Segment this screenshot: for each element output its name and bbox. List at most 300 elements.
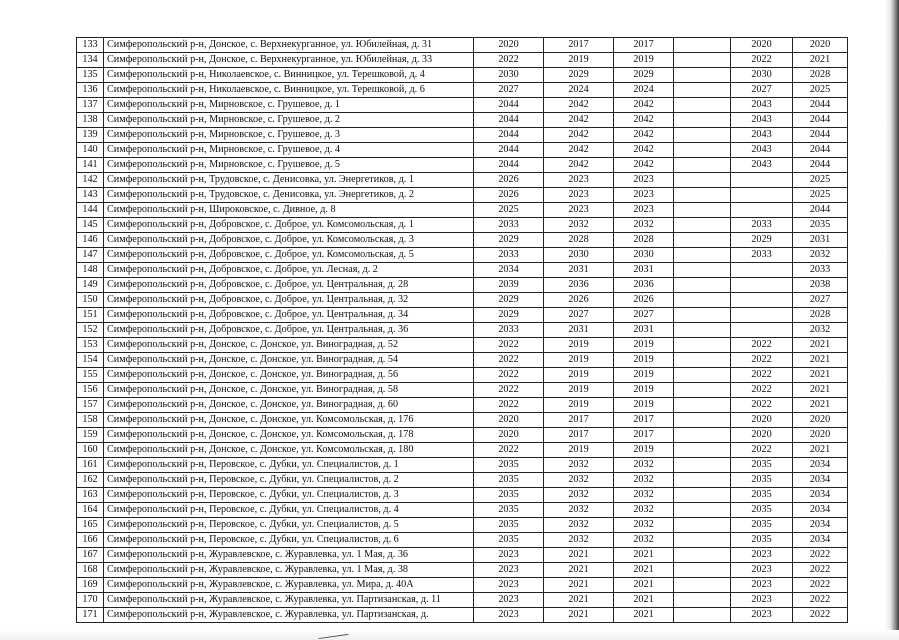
year-col-4-cell bbox=[674, 488, 731, 503]
year-col-2-cell: 2027 bbox=[544, 308, 614, 323]
year-col-6-cell: 2034 bbox=[793, 458, 848, 473]
scan-bottom-edge bbox=[0, 630, 899, 640]
year-col-3-cell: 2031 bbox=[614, 263, 674, 278]
table-row bbox=[77, 533, 848, 548]
year-col-3-cell: 2023 bbox=[614, 173, 674, 188]
row-number-cell: 162 bbox=[77, 473, 104, 488]
address-cell: Симферопольский р-н, Донское, с. Донское, ул. Комсомольская, д. 180 bbox=[104, 443, 474, 458]
address-cell: Симферопольский р-н, Журавлевское, с. Журавлевка, ул. 1 Мая, д. 38 bbox=[104, 563, 474, 578]
table-row bbox=[77, 458, 848, 473]
year-col-3-cell: 2023 bbox=[614, 188, 674, 203]
table-row bbox=[77, 518, 848, 533]
year-col-5-cell: 2022 bbox=[731, 353, 793, 368]
table-row bbox=[77, 218, 848, 233]
year-col-2-cell: 2042 bbox=[544, 98, 614, 113]
address-cell: Симферопольский р-н, Добровское, с. Доброе, ул. Центральная, д. 34 bbox=[104, 308, 474, 323]
year-col-2-cell: 2017 bbox=[544, 428, 614, 443]
year-col-3-cell: 2026 bbox=[614, 293, 674, 308]
year-col-2-cell: 2019 bbox=[544, 443, 614, 458]
table-row bbox=[77, 383, 848, 398]
year-col-1-cell: 2044 bbox=[474, 113, 544, 128]
year-col-2-cell: 2023 bbox=[544, 173, 614, 188]
address-cell: Симферопольский р-н, Перовское, с. Дубки, ул. Специалистов, д. 2 bbox=[104, 473, 474, 488]
year-col-1-cell: 2022 bbox=[474, 368, 544, 383]
year-col-6-cell: 2027 bbox=[793, 293, 848, 308]
year-col-5-cell: 2023 bbox=[731, 578, 793, 593]
year-col-2-cell: 2019 bbox=[544, 398, 614, 413]
year-col-6-cell: 2022 bbox=[793, 548, 848, 563]
schedule-table bbox=[76, 37, 848, 623]
year-col-5-cell: 2035 bbox=[731, 503, 793, 518]
address-cell: Симферопольский р-н, Журавлевское, с. Журавлевка, ул. Партизанская, д. bbox=[104, 608, 474, 623]
year-col-4-cell bbox=[674, 188, 731, 203]
row-number-cell: 137 bbox=[77, 98, 104, 113]
year-col-6-cell: 2021 bbox=[793, 443, 848, 458]
year-col-1-cell: 2023 bbox=[474, 548, 544, 563]
year-col-2-cell: 2021 bbox=[544, 593, 614, 608]
table-row bbox=[77, 428, 848, 443]
year-col-3-cell: 2019 bbox=[614, 353, 674, 368]
table-row bbox=[77, 158, 848, 173]
year-col-1-cell: 2023 bbox=[474, 578, 544, 593]
address-cell: Симферопольский р-н, Перовское, с. Дубки, ул. Специалистов, д. 1 bbox=[104, 458, 474, 473]
year-col-5-cell: 2035 bbox=[731, 488, 793, 503]
year-col-1-cell: 2023 bbox=[474, 593, 544, 608]
year-col-4-cell bbox=[674, 218, 731, 233]
year-col-5-cell: 2023 bbox=[731, 593, 793, 608]
year-col-1-cell: 2029 bbox=[474, 308, 544, 323]
year-col-4-cell bbox=[674, 503, 731, 518]
table-row bbox=[77, 263, 848, 278]
year-col-2-cell: 2032 bbox=[544, 218, 614, 233]
year-col-5-cell: 2023 bbox=[731, 563, 793, 578]
row-number-cell: 149 bbox=[77, 278, 104, 293]
year-col-4-cell bbox=[674, 173, 731, 188]
row-number-cell: 145 bbox=[77, 218, 104, 233]
year-col-2-cell: 2019 bbox=[544, 338, 614, 353]
year-col-4-cell bbox=[674, 128, 731, 143]
address-cell: Симферопольский р-н, Мирновское, с. Грушевое, д. 4 bbox=[104, 143, 474, 158]
year-col-3-cell: 2042 bbox=[614, 143, 674, 158]
year-col-4-cell bbox=[674, 68, 731, 83]
year-col-6-cell: 2044 bbox=[793, 113, 848, 128]
row-number-cell: 152 bbox=[77, 323, 104, 338]
year-col-6-cell: 2034 bbox=[793, 533, 848, 548]
year-col-5-cell bbox=[731, 203, 793, 218]
year-col-6-cell: 2038 bbox=[793, 278, 848, 293]
year-col-5-cell: 2020 bbox=[731, 413, 793, 428]
table-row bbox=[77, 608, 848, 623]
year-col-3-cell: 2042 bbox=[614, 158, 674, 173]
year-col-4-cell bbox=[674, 533, 731, 548]
year-col-4-cell bbox=[674, 308, 731, 323]
year-col-6-cell: 2022 bbox=[793, 578, 848, 593]
table-row bbox=[77, 113, 848, 128]
year-col-1-cell: 2026 bbox=[474, 173, 544, 188]
address-cell: Симферопольский р-н, Донское, с. Донское, ул. Виноградная, д. 54 bbox=[104, 353, 474, 368]
year-col-3-cell: 2023 bbox=[614, 203, 674, 218]
row-number-cell: 134 bbox=[77, 53, 104, 68]
row-number-cell: 144 bbox=[77, 203, 104, 218]
row-number-cell: 167 bbox=[77, 548, 104, 563]
year-col-5-cell: 2033 bbox=[731, 248, 793, 263]
year-col-4-cell bbox=[674, 248, 731, 263]
row-number-cell: 139 bbox=[77, 128, 104, 143]
year-col-3-cell: 2030 bbox=[614, 248, 674, 263]
year-col-1-cell: 2029 bbox=[474, 293, 544, 308]
year-col-4-cell bbox=[674, 278, 731, 293]
year-col-5-cell: 2022 bbox=[731, 398, 793, 413]
year-col-4-cell bbox=[674, 158, 731, 173]
year-col-6-cell: 2044 bbox=[793, 128, 848, 143]
year-col-5-cell: 2023 bbox=[731, 608, 793, 623]
year-col-3-cell: 2019 bbox=[614, 398, 674, 413]
row-number-cell: 153 bbox=[77, 338, 104, 353]
year-col-5-cell: 2029 bbox=[731, 233, 793, 248]
year-col-5-cell: 2043 bbox=[731, 158, 793, 173]
year-col-5-cell: 2033 bbox=[731, 218, 793, 233]
table-row bbox=[77, 488, 848, 503]
table-row bbox=[77, 443, 848, 458]
address-cell: Симферопольский р-н, Добровское, с. Доброе, ул. Комсомольская, д. 1 bbox=[104, 218, 474, 233]
year-col-5-cell bbox=[731, 188, 793, 203]
year-col-3-cell: 2019 bbox=[614, 338, 674, 353]
year-col-4-cell bbox=[674, 38, 731, 53]
row-number-cell: 157 bbox=[77, 398, 104, 413]
table-row bbox=[77, 398, 848, 413]
year-col-1-cell: 2022 bbox=[474, 353, 544, 368]
table-row bbox=[77, 503, 848, 518]
year-col-4-cell bbox=[674, 398, 731, 413]
table-row bbox=[77, 173, 848, 188]
table-row bbox=[77, 233, 848, 248]
year-col-4-cell bbox=[674, 323, 731, 338]
row-number-cell: 135 bbox=[77, 68, 104, 83]
year-col-4-cell bbox=[674, 143, 731, 158]
year-col-4-cell bbox=[674, 443, 731, 458]
year-col-1-cell: 2035 bbox=[474, 518, 544, 533]
year-col-6-cell: 2044 bbox=[793, 98, 848, 113]
year-col-6-cell: 2025 bbox=[793, 188, 848, 203]
address-cell: Симферопольский р-н, Донское, с. Донское, ул. Виноградная, д. 52 bbox=[104, 338, 474, 353]
year-col-6-cell: 2025 bbox=[793, 83, 848, 98]
table-row bbox=[77, 248, 848, 263]
row-number-cell: 142 bbox=[77, 173, 104, 188]
year-col-4-cell bbox=[674, 203, 731, 218]
year-col-5-cell: 2022 bbox=[731, 338, 793, 353]
table-row bbox=[77, 293, 848, 308]
year-col-1-cell: 2025 bbox=[474, 203, 544, 218]
year-col-5-cell: 2022 bbox=[731, 368, 793, 383]
year-col-2-cell: 2042 bbox=[544, 158, 614, 173]
table-row bbox=[77, 68, 848, 83]
address-cell: Симферопольский р-н, Мирновское, с. Грушевое, д. 2 bbox=[104, 113, 474, 128]
year-col-5-cell: 2020 bbox=[731, 428, 793, 443]
row-number-cell: 163 bbox=[77, 488, 104, 503]
address-cell: Симферопольский р-н, Донское, с. Донское, ул. Виноградная, д. 58 bbox=[104, 383, 474, 398]
year-col-2-cell: 2029 bbox=[544, 68, 614, 83]
year-col-6-cell: 2032 bbox=[793, 248, 848, 263]
year-col-3-cell: 2028 bbox=[614, 233, 674, 248]
table-row bbox=[77, 593, 848, 608]
address-cell: Симферопольский р-н, Донское, с. Верхнекурганное, ул. Юбилейная, д. 31 bbox=[104, 38, 474, 53]
year-col-3-cell: 2029 bbox=[614, 68, 674, 83]
year-col-3-cell: 2017 bbox=[614, 413, 674, 428]
year-col-6-cell: 2022 bbox=[793, 608, 848, 623]
table-row bbox=[77, 53, 848, 68]
year-col-6-cell: 2021 bbox=[793, 353, 848, 368]
table-row bbox=[77, 368, 848, 383]
address-cell: Симферопольский р-н, Николаевское, с. Винницкое, ул. Терешковой, д. 4 bbox=[104, 68, 474, 83]
address-cell: Симферопольский р-н, Перовское, с. Дубки, ул. Специалистов, д. 4 bbox=[104, 503, 474, 518]
address-cell: Симферопольский р-н, Добровское, с. Доброе, ул. Комсомольская, д. 3 bbox=[104, 233, 474, 248]
year-col-5-cell: 2030 bbox=[731, 68, 793, 83]
year-col-5-cell: 2043 bbox=[731, 98, 793, 113]
year-col-3-cell: 2017 bbox=[614, 38, 674, 53]
year-col-4-cell bbox=[674, 113, 731, 128]
year-col-5-cell: 2027 bbox=[731, 83, 793, 98]
table-row bbox=[77, 38, 848, 53]
year-col-5-cell: 2043 bbox=[731, 113, 793, 128]
year-col-5-cell: 2035 bbox=[731, 518, 793, 533]
year-col-4-cell bbox=[674, 428, 731, 443]
address-cell: Симферопольский р-н, Николаевское, с. Винницкое, ул. Терешковой, д. 6 bbox=[104, 83, 474, 98]
year-col-3-cell: 2042 bbox=[614, 128, 674, 143]
year-col-2-cell: 2032 bbox=[544, 533, 614, 548]
year-col-1-cell: 2020 bbox=[474, 413, 544, 428]
year-col-2-cell: 2031 bbox=[544, 323, 614, 338]
year-col-2-cell: 2042 bbox=[544, 143, 614, 158]
year-col-2-cell: 2031 bbox=[544, 263, 614, 278]
address-cell: Симферопольский р-н, Мирновское, с. Грушевое, д. 3 bbox=[104, 128, 474, 143]
year-col-1-cell: 2035 bbox=[474, 473, 544, 488]
year-col-3-cell: 2021 bbox=[614, 548, 674, 563]
year-col-2-cell: 2021 bbox=[544, 578, 614, 593]
row-number-cell: 147 bbox=[77, 248, 104, 263]
year-col-4-cell bbox=[674, 518, 731, 533]
address-cell: Симферопольский р-н, Донское, с. Донское, ул. Виноградная, д. 56 bbox=[104, 368, 474, 383]
year-col-6-cell: 2033 bbox=[793, 263, 848, 278]
table-row bbox=[77, 338, 848, 353]
year-col-6-cell: 2021 bbox=[793, 338, 848, 353]
year-col-3-cell: 2042 bbox=[614, 98, 674, 113]
address-cell: Симферопольский р-н, Трудовское, с. Денисовка, ул. Энергетиков, д. 1 bbox=[104, 173, 474, 188]
year-col-5-cell bbox=[731, 293, 793, 308]
year-col-4-cell bbox=[674, 593, 731, 608]
year-col-3-cell: 2036 bbox=[614, 278, 674, 293]
year-col-4-cell bbox=[674, 53, 731, 68]
year-col-2-cell: 2019 bbox=[544, 368, 614, 383]
table-row bbox=[77, 473, 848, 488]
table-row bbox=[77, 83, 848, 98]
year-col-4-cell bbox=[674, 293, 731, 308]
year-col-1-cell: 2022 bbox=[474, 398, 544, 413]
year-col-1-cell: 2034 bbox=[474, 263, 544, 278]
year-col-2-cell: 2019 bbox=[544, 383, 614, 398]
year-col-4-cell bbox=[674, 353, 731, 368]
row-number-cell: 159 bbox=[77, 428, 104, 443]
scan-page-edge bbox=[885, 0, 899, 640]
row-number-cell: 141 bbox=[77, 158, 104, 173]
year-col-3-cell: 2021 bbox=[614, 563, 674, 578]
year-col-6-cell: 2028 bbox=[793, 308, 848, 323]
address-cell: Симферопольский р-н, Добровское, с. Доброе, ул. Комсомольская, д. 5 bbox=[104, 248, 474, 263]
address-cell: Симферопольский р-н, Трудовское, с. Денисовка, ул. Энергетиков, д. 2 bbox=[104, 188, 474, 203]
address-cell: Симферопольский р-н, Перовское, с. Дубки, ул. Специалистов, д. 3 bbox=[104, 488, 474, 503]
year-col-1-cell: 2020 bbox=[474, 38, 544, 53]
year-col-2-cell: 2023 bbox=[544, 188, 614, 203]
row-number-cell: 168 bbox=[77, 563, 104, 578]
year-col-5-cell bbox=[731, 173, 793, 188]
year-col-1-cell: 2044 bbox=[474, 143, 544, 158]
year-col-3-cell: 2021 bbox=[614, 578, 674, 593]
year-col-1-cell: 2022 bbox=[474, 383, 544, 398]
row-number-cell: 164 bbox=[77, 503, 104, 518]
year-col-5-cell: 2023 bbox=[731, 548, 793, 563]
year-col-6-cell: 2044 bbox=[793, 203, 848, 218]
year-col-4-cell bbox=[674, 578, 731, 593]
year-col-4-cell bbox=[674, 383, 731, 398]
year-col-3-cell: 2019 bbox=[614, 53, 674, 68]
year-col-5-cell: 2043 bbox=[731, 143, 793, 158]
year-col-1-cell: 2033 bbox=[474, 248, 544, 263]
year-col-1-cell: 2030 bbox=[474, 68, 544, 83]
address-cell: Симферопольский р-н, Мирновское, с. Грушевое, д. 5 bbox=[104, 158, 474, 173]
year-col-6-cell: 2044 bbox=[793, 158, 848, 173]
year-col-3-cell: 2021 bbox=[614, 593, 674, 608]
year-col-1-cell: 2023 bbox=[474, 563, 544, 578]
year-col-6-cell: 2022 bbox=[793, 563, 848, 578]
year-col-4-cell bbox=[674, 413, 731, 428]
row-number-cell: 151 bbox=[77, 308, 104, 323]
address-cell: Симферопольский р-н, Добровское, с. Доброе, ул. Центральная, д. 32 bbox=[104, 293, 474, 308]
table-row bbox=[77, 323, 848, 338]
address-cell: Симферопольский р-н, Перовское, с. Дубки, ул. Специалистов, д. 6 bbox=[104, 533, 474, 548]
year-col-3-cell: 2019 bbox=[614, 383, 674, 398]
year-col-2-cell: 2028 bbox=[544, 233, 614, 248]
year-col-1-cell: 2035 bbox=[474, 488, 544, 503]
year-col-4-cell bbox=[674, 608, 731, 623]
row-number-cell: 169 bbox=[77, 578, 104, 593]
year-col-5-cell: 2035 bbox=[731, 473, 793, 488]
year-col-2-cell: 2017 bbox=[544, 38, 614, 53]
year-col-2-cell: 2032 bbox=[544, 488, 614, 503]
table-row bbox=[77, 308, 848, 323]
year-col-6-cell: 2032 bbox=[793, 323, 848, 338]
year-col-5-cell: 2022 bbox=[731, 53, 793, 68]
year-col-2-cell: 2021 bbox=[544, 608, 614, 623]
address-cell: Симферопольский р-н, Широковское, с. Дивное, д. 8 bbox=[104, 203, 474, 218]
address-cell: Симферопольский р-н, Перовское, с. Дубки, ул. Специалистов, д. 5 bbox=[104, 518, 474, 533]
year-col-4-cell bbox=[674, 338, 731, 353]
year-col-5-cell: 2043 bbox=[731, 128, 793, 143]
row-number-cell: 158 bbox=[77, 413, 104, 428]
year-col-1-cell: 2033 bbox=[474, 323, 544, 338]
row-number-cell: 143 bbox=[77, 188, 104, 203]
row-number-cell: 165 bbox=[77, 518, 104, 533]
table-row bbox=[77, 278, 848, 293]
row-number-cell: 156 bbox=[77, 383, 104, 398]
year-col-4-cell bbox=[674, 98, 731, 113]
year-col-1-cell: 2044 bbox=[474, 98, 544, 113]
year-col-6-cell: 2044 bbox=[793, 143, 848, 158]
table-row bbox=[77, 563, 848, 578]
table-row bbox=[77, 548, 848, 563]
year-col-4-cell bbox=[674, 458, 731, 473]
year-col-1-cell: 2020 bbox=[474, 428, 544, 443]
year-col-6-cell: 2021 bbox=[793, 368, 848, 383]
year-col-2-cell: 2017 bbox=[544, 413, 614, 428]
row-number-cell: 133 bbox=[77, 38, 104, 53]
year-col-1-cell: 2044 bbox=[474, 158, 544, 173]
year-col-3-cell: 2032 bbox=[614, 518, 674, 533]
year-col-2-cell: 2019 bbox=[544, 353, 614, 368]
year-col-1-cell: 2044 bbox=[474, 128, 544, 143]
year-col-2-cell: 2019 bbox=[544, 53, 614, 68]
address-cell: Симферопольский р-н, Донское, с. Верхнекурганное, ул. Юбилейная, д. 33 bbox=[104, 53, 474, 68]
year-col-5-cell: 2035 bbox=[731, 533, 793, 548]
year-col-1-cell: 2039 bbox=[474, 278, 544, 293]
year-col-2-cell: 2021 bbox=[544, 548, 614, 563]
table-row bbox=[77, 188, 848, 203]
year-col-6-cell: 2034 bbox=[793, 488, 848, 503]
year-col-2-cell: 2032 bbox=[544, 473, 614, 488]
year-col-2-cell: 2042 bbox=[544, 128, 614, 143]
year-col-6-cell: 2034 bbox=[793, 473, 848, 488]
year-col-1-cell: 2022 bbox=[474, 338, 544, 353]
year-col-6-cell: 2031 bbox=[793, 233, 848, 248]
year-col-2-cell: 2026 bbox=[544, 293, 614, 308]
year-col-1-cell: 2026 bbox=[474, 188, 544, 203]
year-col-1-cell: 2035 bbox=[474, 503, 544, 518]
table-row bbox=[77, 353, 848, 368]
year-col-2-cell: 2032 bbox=[544, 458, 614, 473]
year-col-4-cell bbox=[674, 263, 731, 278]
year-col-4-cell bbox=[674, 233, 731, 248]
year-col-3-cell: 2021 bbox=[614, 608, 674, 623]
year-col-1-cell: 2023 bbox=[474, 608, 544, 623]
year-col-1-cell: 2035 bbox=[474, 458, 544, 473]
row-number-cell: 140 bbox=[77, 143, 104, 158]
year-col-2-cell: 2032 bbox=[544, 503, 614, 518]
row-number-cell: 154 bbox=[77, 353, 104, 368]
year-col-6-cell: 2034 bbox=[793, 503, 848, 518]
year-col-6-cell: 2034 bbox=[793, 518, 848, 533]
row-number-cell: 138 bbox=[77, 113, 104, 128]
address-cell: Симферопольский р-н, Журавлевское, с. Журавлевка, ул. 1 Мая, д. 36 bbox=[104, 548, 474, 563]
year-col-6-cell: 2021 bbox=[793, 383, 848, 398]
table-body bbox=[77, 38, 848, 623]
year-col-5-cell: 2022 bbox=[731, 443, 793, 458]
year-col-2-cell: 2042 bbox=[544, 113, 614, 128]
address-cell: Симферопольский р-н, Донское, с. Донское, ул. Комсомольская, д. 176 bbox=[104, 413, 474, 428]
year-col-2-cell: 2036 bbox=[544, 278, 614, 293]
year-col-6-cell: 2021 bbox=[793, 398, 848, 413]
year-col-6-cell: 2025 bbox=[793, 173, 848, 188]
year-col-5-cell: 2035 bbox=[731, 458, 793, 473]
year-col-4-cell bbox=[674, 473, 731, 488]
year-col-2-cell: 2032 bbox=[544, 518, 614, 533]
year-col-2-cell: 2021 bbox=[544, 563, 614, 578]
row-number-cell: 161 bbox=[77, 458, 104, 473]
year-col-3-cell: 2032 bbox=[614, 458, 674, 473]
year-col-3-cell: 2027 bbox=[614, 308, 674, 323]
year-col-3-cell: 2042 bbox=[614, 113, 674, 128]
year-col-5-cell bbox=[731, 263, 793, 278]
year-col-4-cell bbox=[674, 83, 731, 98]
year-col-3-cell: 2032 bbox=[614, 533, 674, 548]
year-col-5-cell bbox=[731, 278, 793, 293]
